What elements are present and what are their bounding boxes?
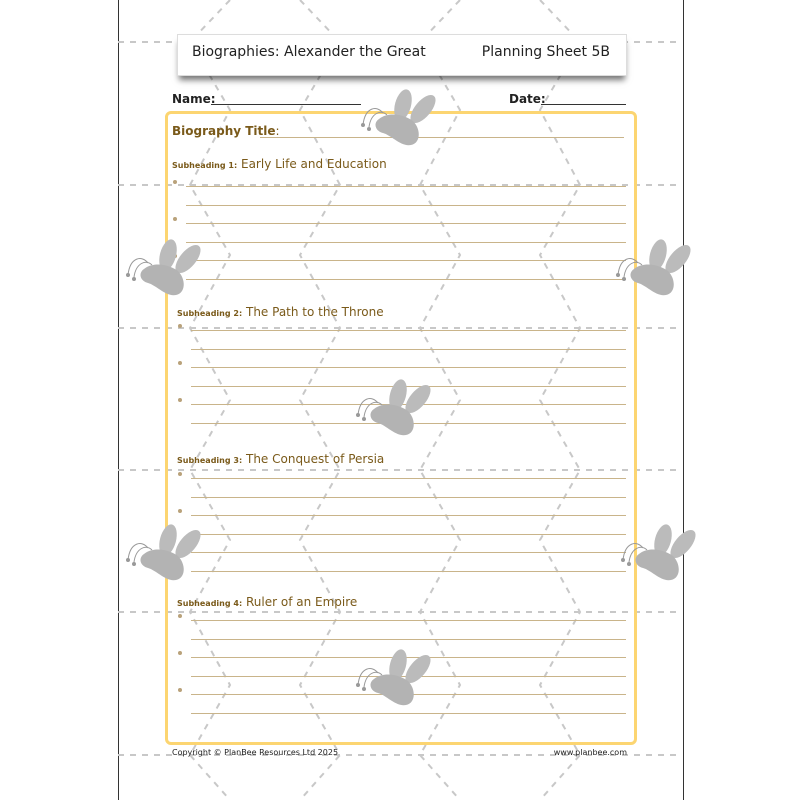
biography-title-line[interactable]: [260, 137, 624, 138]
date-label: Date:: [509, 92, 546, 106]
writing-line[interactable]: [191, 639, 626, 640]
bullet-point: [178, 324, 182, 328]
writing-line[interactable]: [186, 205, 626, 206]
writing-line[interactable]: [191, 478, 626, 479]
writing-line[interactable]: [191, 620, 626, 621]
subheading-3: Subheading 3: The Conquest of Persia: [177, 452, 385, 466]
bullet-point: [178, 688, 182, 692]
date-input-line[interactable]: [541, 104, 626, 105]
bullet-point: [178, 361, 182, 365]
writing-line[interactable]: [186, 279, 626, 280]
title-banner: [177, 34, 627, 76]
writing-line[interactable]: [191, 367, 626, 368]
bullet-point: [178, 614, 182, 618]
writing-line[interactable]: [191, 571, 626, 572]
subheading-4: Subheading 4: Ruler of an Empire: [177, 595, 358, 609]
worksheet-title: Biographies: Alexander the Great: [192, 44, 426, 60]
subheading-1: Subheading 1: Early Life and Education: [172, 157, 387, 171]
subheading-2: Subheading 2: The Path to the Throne: [177, 305, 384, 319]
bee-icon: [615, 520, 700, 590]
website-link[interactable]: www.planbee.com: [553, 748, 627, 757]
writing-line[interactable]: [191, 330, 626, 331]
bee-icon: [610, 235, 695, 305]
bullet-point: [178, 472, 182, 476]
name-input-line[interactable]: [211, 104, 361, 105]
name-label: Name:: [172, 92, 216, 106]
bee-icon: [350, 375, 435, 445]
writing-line[interactable]: [191, 552, 626, 553]
bullet-point: [173, 217, 177, 221]
writing-line[interactable]: [191, 497, 626, 498]
bullet-point: [178, 509, 182, 513]
writing-line[interactable]: [186, 223, 626, 224]
writing-line[interactable]: [186, 260, 626, 261]
bullet-point: [173, 180, 177, 184]
writing-line[interactable]: [191, 515, 626, 516]
bee-icon: [350, 645, 435, 715]
writing-line[interactable]: [186, 186, 626, 187]
bee-icon: [355, 85, 440, 155]
writing-line[interactable]: [191, 349, 626, 350]
writing-line[interactable]: [186, 242, 626, 243]
bullet-point: [178, 398, 182, 402]
writing-line[interactable]: [191, 534, 626, 535]
bee-icon: [120, 520, 205, 590]
sheet-number: Planning Sheet 5B: [481, 44, 610, 60]
bee-icon: [120, 235, 205, 305]
biography-title-label: Biography Title:: [172, 124, 280, 138]
bullet-point: [178, 651, 182, 655]
copyright-text: Copyright © PlanBee Resources Ltd 2025: [172, 748, 339, 757]
